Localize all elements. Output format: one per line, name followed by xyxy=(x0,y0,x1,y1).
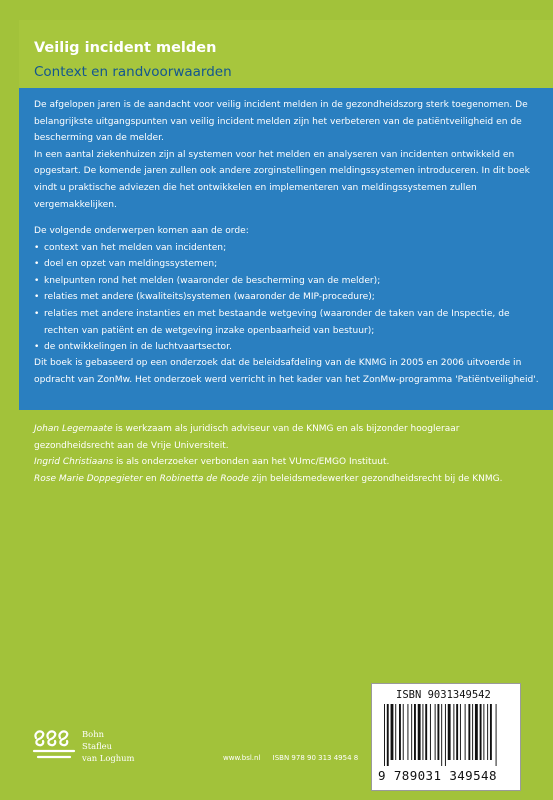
barcode-bar xyxy=(418,704,421,760)
list-item: • knelpunten rond het melden (waaronder de bescherming van de melder); xyxy=(34,273,539,290)
topics-list xyxy=(34,240,539,356)
barcode-bar xyxy=(425,704,427,760)
barcode-bar xyxy=(445,704,446,766)
barcode-bar xyxy=(391,704,394,760)
barcode-bar xyxy=(403,704,404,760)
study-note-text: Dit boek is gebaseerd op een onderzoek dat de beleidsafdeling van de KNMG in 2005 en 2006 uitvoerde in opdracht van ZonMw. Het onderzoek werd verricht in het kader van het ZonMw-programma 'Patiëntveiligheid'. xyxy=(34,358,539,385)
author-name: Ingrid Christiaans xyxy=(34,457,114,468)
barcode-bar xyxy=(448,704,451,760)
barcode-bar xyxy=(496,704,497,766)
barcode-bar xyxy=(441,704,442,766)
list-item: • context van het melden van incidenten; xyxy=(34,240,539,257)
barcode-bar xyxy=(475,704,478,760)
publisher-name xyxy=(82,728,134,764)
publisher-name-line: van Loghum xyxy=(82,753,135,763)
author-name: Johan Legemaate xyxy=(34,424,113,434)
intro-paragraph-1: De afgelopen jaren is de aandacht voor veilig incident melden in de gezondheidszorg sterk toegenomen. De belangrijkste uitgangspunten van veilig incident melden zijn het verbeteren van de patiëntveiligheid en de bescherming van de melder. xyxy=(34,100,528,144)
barcode-bar xyxy=(399,704,401,760)
author-role: is werkzaam als juridisch adviseur van de KNMG en als bijzonder hoogleraar gezondheidsrecht aan de Vrije Universiteit. xyxy=(34,424,460,451)
barcode-bar xyxy=(411,704,412,760)
barcode-bar xyxy=(430,704,431,760)
list-item: • de ontwikkelingen in de luchtvaartsector. xyxy=(34,339,539,356)
author-name: Rose Marie Doppegieter xyxy=(34,473,143,484)
footer-info xyxy=(223,754,391,762)
barcode-bar xyxy=(472,704,473,760)
topics-section xyxy=(34,223,539,356)
barcode-bar xyxy=(435,704,436,760)
topics-heading: De volgende onderwerpen komen aan de orde: xyxy=(34,226,249,236)
publisher-website: www.bsl.nl xyxy=(223,754,261,762)
barcode-bar xyxy=(480,704,482,760)
list-item: • relaties met andere (kwaliteits)systemen (waaronder de MIP-procedure); xyxy=(34,289,539,306)
author-role: zijn beleidsmedewerker gezondheidsrecht bij de KNMG. xyxy=(248,473,503,484)
author-name: Robinetta de Roode xyxy=(159,473,249,484)
isbn-label: ISBN 9031349542 xyxy=(396,689,491,701)
barcode-sticker xyxy=(371,683,521,791)
author-entry xyxy=(34,471,539,488)
barcode-bar xyxy=(414,704,416,760)
author-role: is als onderzoeker verbonden aan het VUmc/EMGO Instituut. xyxy=(113,457,390,468)
barcode-bar xyxy=(384,704,385,766)
barcode-bar xyxy=(487,704,488,760)
publisher-name-line: Bohn xyxy=(82,729,104,739)
footer-isbn: ISBN 978 90 313 4954 8 xyxy=(272,754,359,762)
barcode-bar xyxy=(395,704,396,760)
author-entry xyxy=(34,454,539,471)
barcode-bar xyxy=(387,704,389,766)
list-item: • relaties met andere instanties en met bestaande wetgeving (waaronder de taken van de Inspectie, de rechten van patiënt en de wetgeving inzake openbaarheid van bestuur); xyxy=(34,306,539,339)
intro-text xyxy=(34,97,539,213)
list-item: • doel en opzet van meldingssystemen; xyxy=(34,256,539,273)
authors-section xyxy=(34,421,539,487)
study-note xyxy=(34,355,539,388)
barcode-bar xyxy=(422,704,423,760)
barcode-icon xyxy=(382,704,512,766)
publisher-name-line: Stafleu xyxy=(82,741,113,751)
barcode-digits: 9 789031 349548 xyxy=(378,768,497,783)
barcode-bar xyxy=(437,704,439,760)
barcode-bar xyxy=(468,704,470,760)
author-entry xyxy=(34,421,539,454)
publisher-logo xyxy=(30,723,150,773)
barcode-bar xyxy=(407,704,408,760)
book-title: Veilig incident melden xyxy=(34,40,217,56)
author-connector: en xyxy=(142,473,160,484)
barcode-bar xyxy=(490,704,492,760)
barcode-bar xyxy=(453,704,454,760)
bsl-logo-icon xyxy=(30,727,78,763)
barcode-bar xyxy=(460,704,461,760)
intro-paragraph-2: In een aantal ziekenhuizen zijn al systemen voor het melden en analyseren van incidenten ontwikkeld en opgestart. De komende jaren zullen ook andere zorginstellingen meldingssystemen introduceren. In dit boek vindt u praktische adviezen die het ontwikkelen en implementeren van meldingssystemen zullen vergemakkelijken. xyxy=(34,149,530,210)
barcode-bar xyxy=(483,704,484,760)
barcode-bar xyxy=(465,704,466,760)
barcode-bar xyxy=(456,704,458,760)
book-subtitle: Context en randvoorwaarden xyxy=(34,64,232,80)
